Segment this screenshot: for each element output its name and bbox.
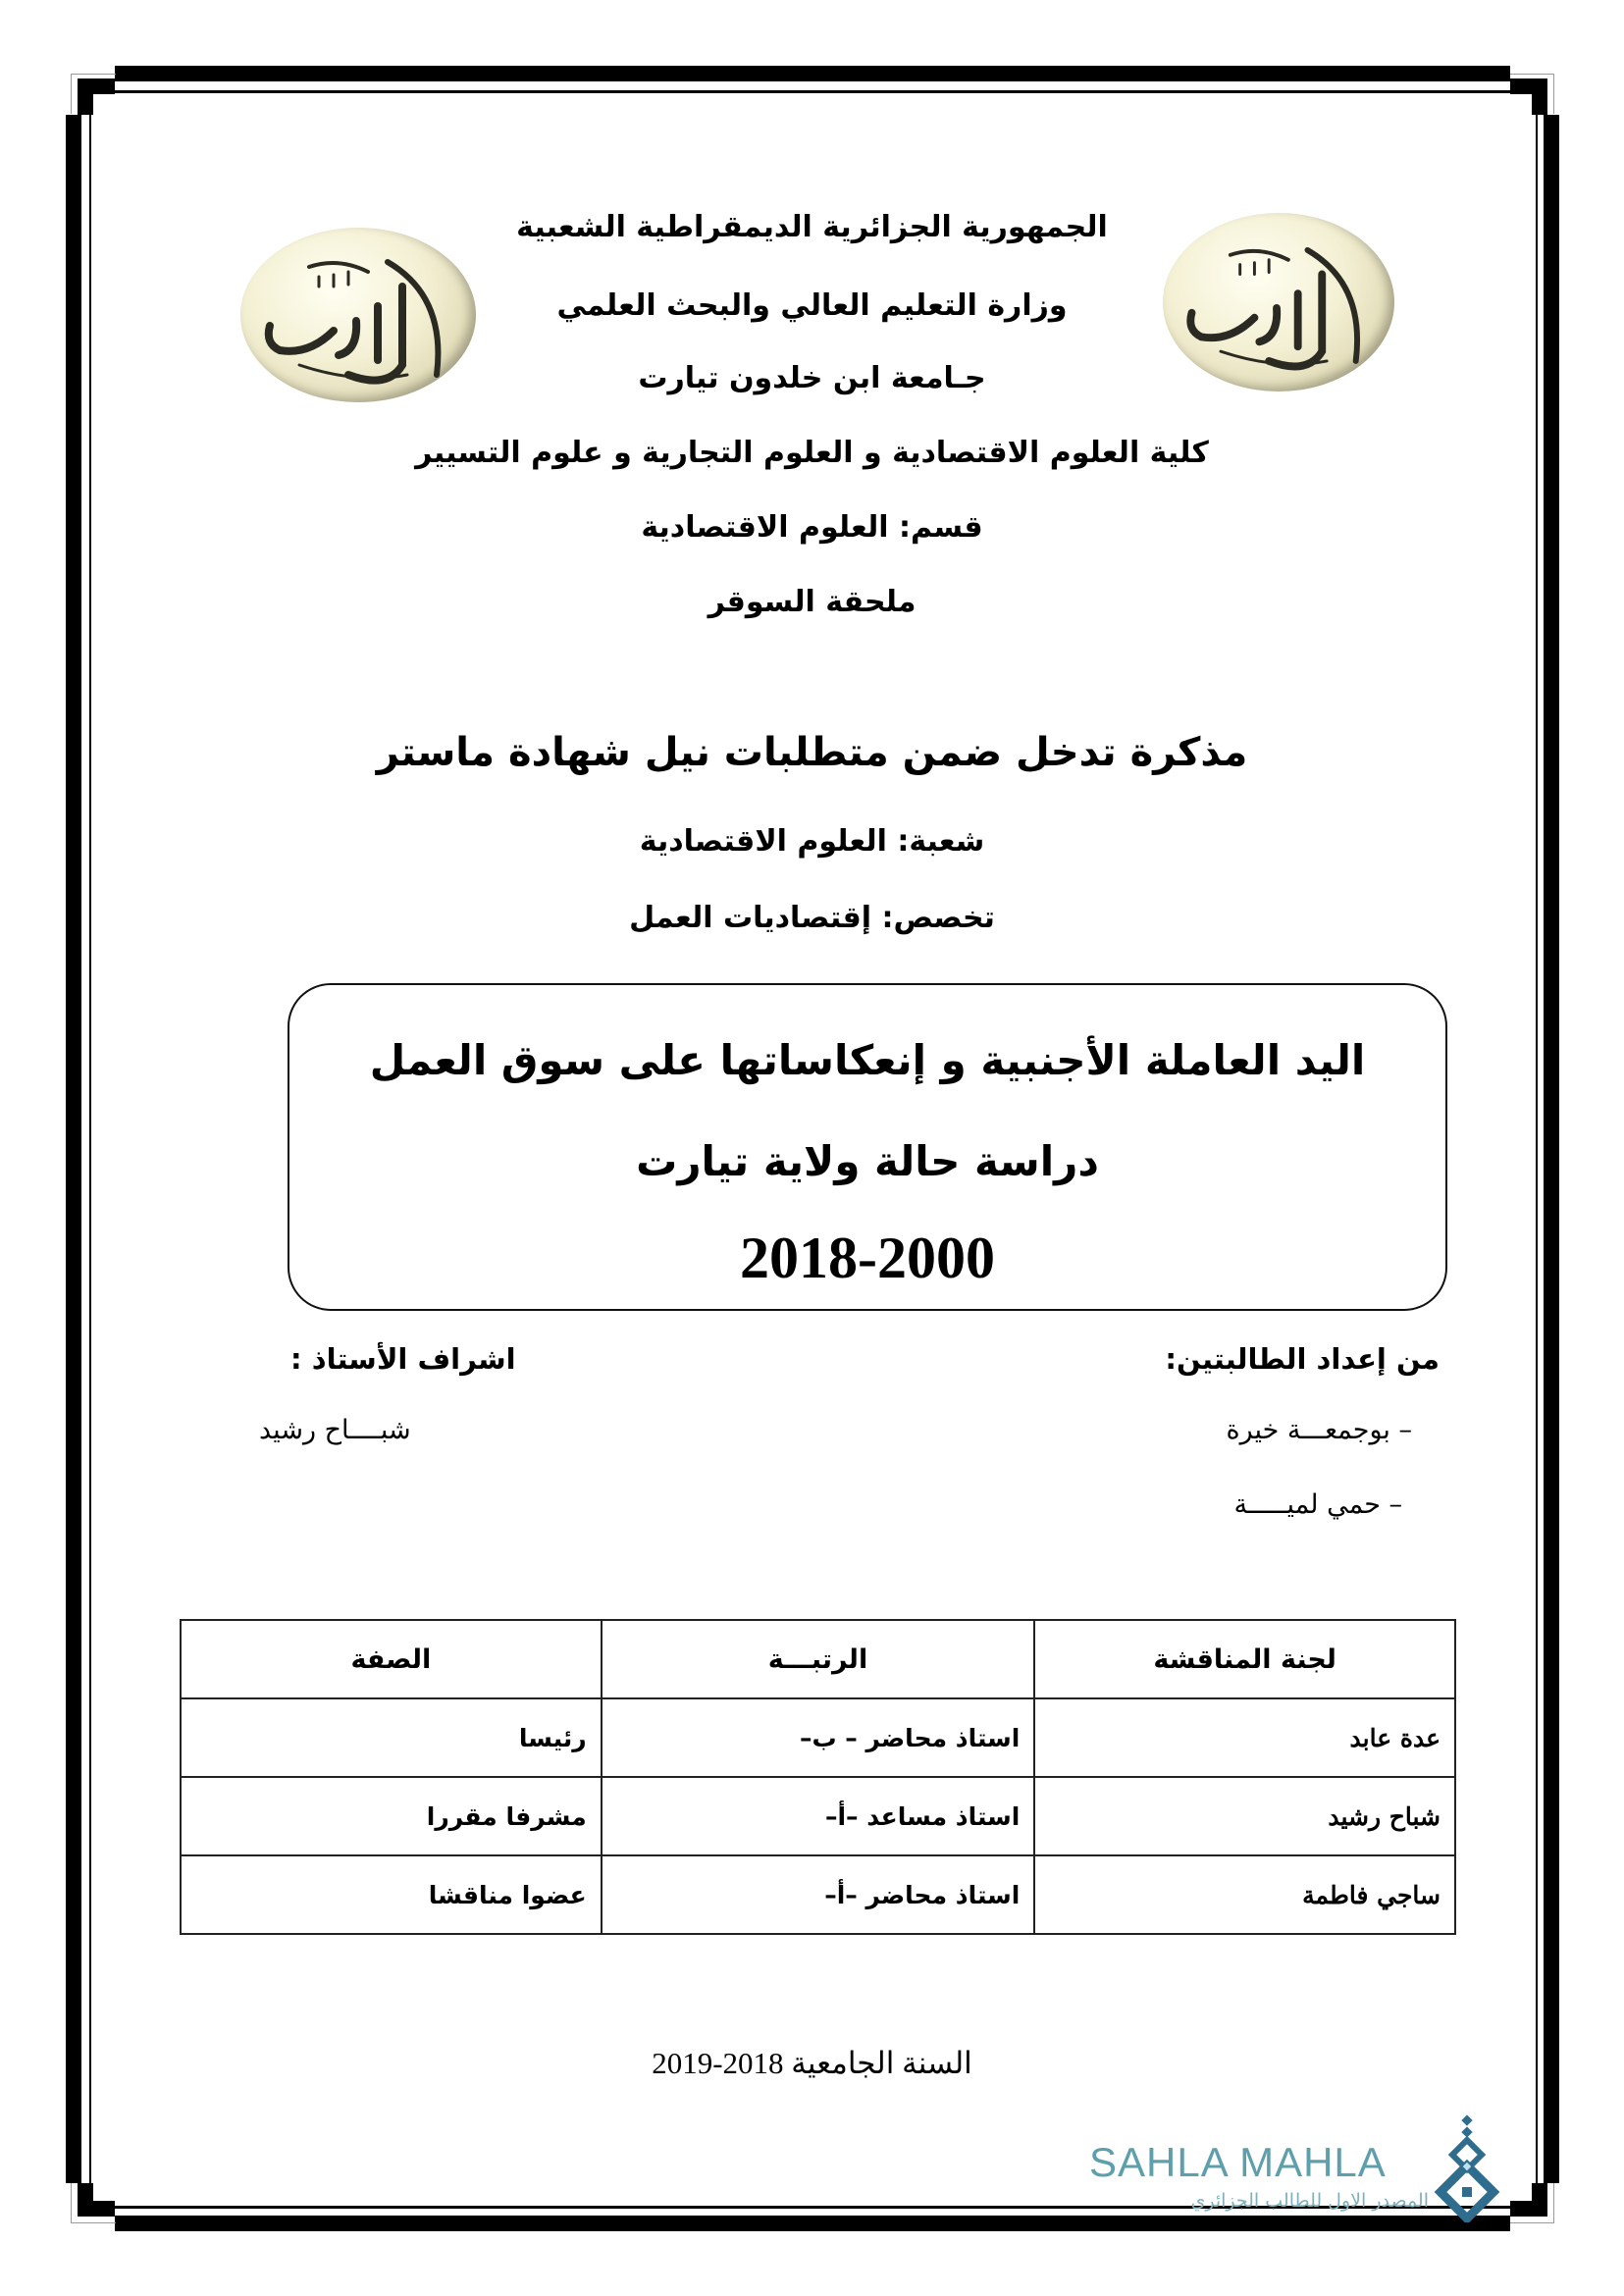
- thesis-title: اليد العاملة الأجنبية و إنعكاساتها على سوق العمل: [369, 1036, 1366, 1084]
- students-label: من إعداد الطالبتين:: [1165, 1342, 1440, 1376]
- frame-right-bar: [1544, 115, 1559, 2183]
- annex-name: ملحقة السوقر: [707, 585, 917, 619]
- thesis-title-box: [288, 983, 1447, 1311]
- member-name: عدة عابد: [1034, 1698, 1455, 1777]
- table-row: [181, 1698, 1455, 1777]
- header-committee: لجنة المناقشة: [1034, 1620, 1455, 1698]
- header-role: الصفة: [181, 1620, 602, 1698]
- frame-left-bar: [66, 115, 81, 2183]
- thesis-specialty: تخصص: إقتصاديات العمل: [629, 901, 995, 935]
- ministry-name: وزارة التعليم العالي والبحث العلمي: [556, 288, 1068, 323]
- university-name: جـامعة ابن خلدون تيارت: [638, 361, 986, 395]
- sahla-mahla-logo-icon: [1433, 2114, 1501, 2222]
- republic-name: الجمهورية الجزائرية الديمقراطية الشعبية: [516, 210, 1108, 244]
- frame-left-line: [89, 115, 91, 2183]
- study-period: 2018-2000: [740, 1226, 995, 1290]
- student-name-1: – بوجمعـــة خيرة: [1226, 1415, 1412, 1445]
- corner-tl-outline: [71, 74, 116, 114]
- table-row: [181, 1855, 1455, 1934]
- case-study-title: دراسة حالة ولاية تيارت: [636, 1137, 1099, 1185]
- thesis-branch: شعبة: العلوم الاقتصادية: [639, 824, 985, 859]
- member-name: ساجي فاطمة: [1034, 1855, 1455, 1934]
- member-role: عضوا مناقشا: [181, 1855, 602, 1934]
- faculty-name: كلية العلوم الاقتصادية و العلوم التجارية و علوم التسيير: [415, 436, 1209, 470]
- table-header-row: [181, 1620, 1455, 1698]
- frame-top-bar: [115, 66, 1510, 81]
- thesis-purpose: مذكرة تدخل ضمن متطلبات نيل شهادة ماستر: [376, 730, 1248, 775]
- member-role: مشرفا مقررا: [181, 1777, 602, 1855]
- member-role: رئيسا: [181, 1698, 602, 1777]
- frame-bottom-bar: [115, 2216, 1510, 2231]
- member-rank: استاذ مساعد –أ–: [602, 1777, 1035, 1855]
- header-rank: الرتبـــة: [602, 1620, 1035, 1698]
- watermark-brand: SAHLA MAHLA: [1089, 2139, 1387, 2185]
- supervisor-name: شبــــاح رشيد: [259, 1415, 411, 1445]
- corner-br-outline: [1510, 2183, 1554, 2223]
- supervisor-label: اشراف الأستاذ :: [290, 1342, 516, 1376]
- watermark-tagline: المصدر الاول للطالب الجزائري: [1190, 2190, 1429, 2212]
- committee-table: [180, 1619, 1456, 1935]
- corner-bl-outline: [71, 2183, 116, 2223]
- corner-tr-outline: [1510, 74, 1554, 114]
- department-name: قسم: العلوم الاقتصادية: [641, 510, 983, 545]
- member-name: شباح رشيد: [1034, 1777, 1455, 1855]
- frame-right-line: [1536, 115, 1538, 2183]
- table-row: [181, 1777, 1455, 1855]
- academic-year: السنة الجامعية 2018-2019: [652, 2046, 972, 2080]
- member-rank: استاذ محاضر –أ–: [602, 1855, 1035, 1934]
- member-rank: استاذ محاضر – ب–: [602, 1698, 1035, 1777]
- student-name-2: – حمي لميـــــة: [1233, 1489, 1402, 1520]
- frame-top-line: [115, 90, 1510, 93]
